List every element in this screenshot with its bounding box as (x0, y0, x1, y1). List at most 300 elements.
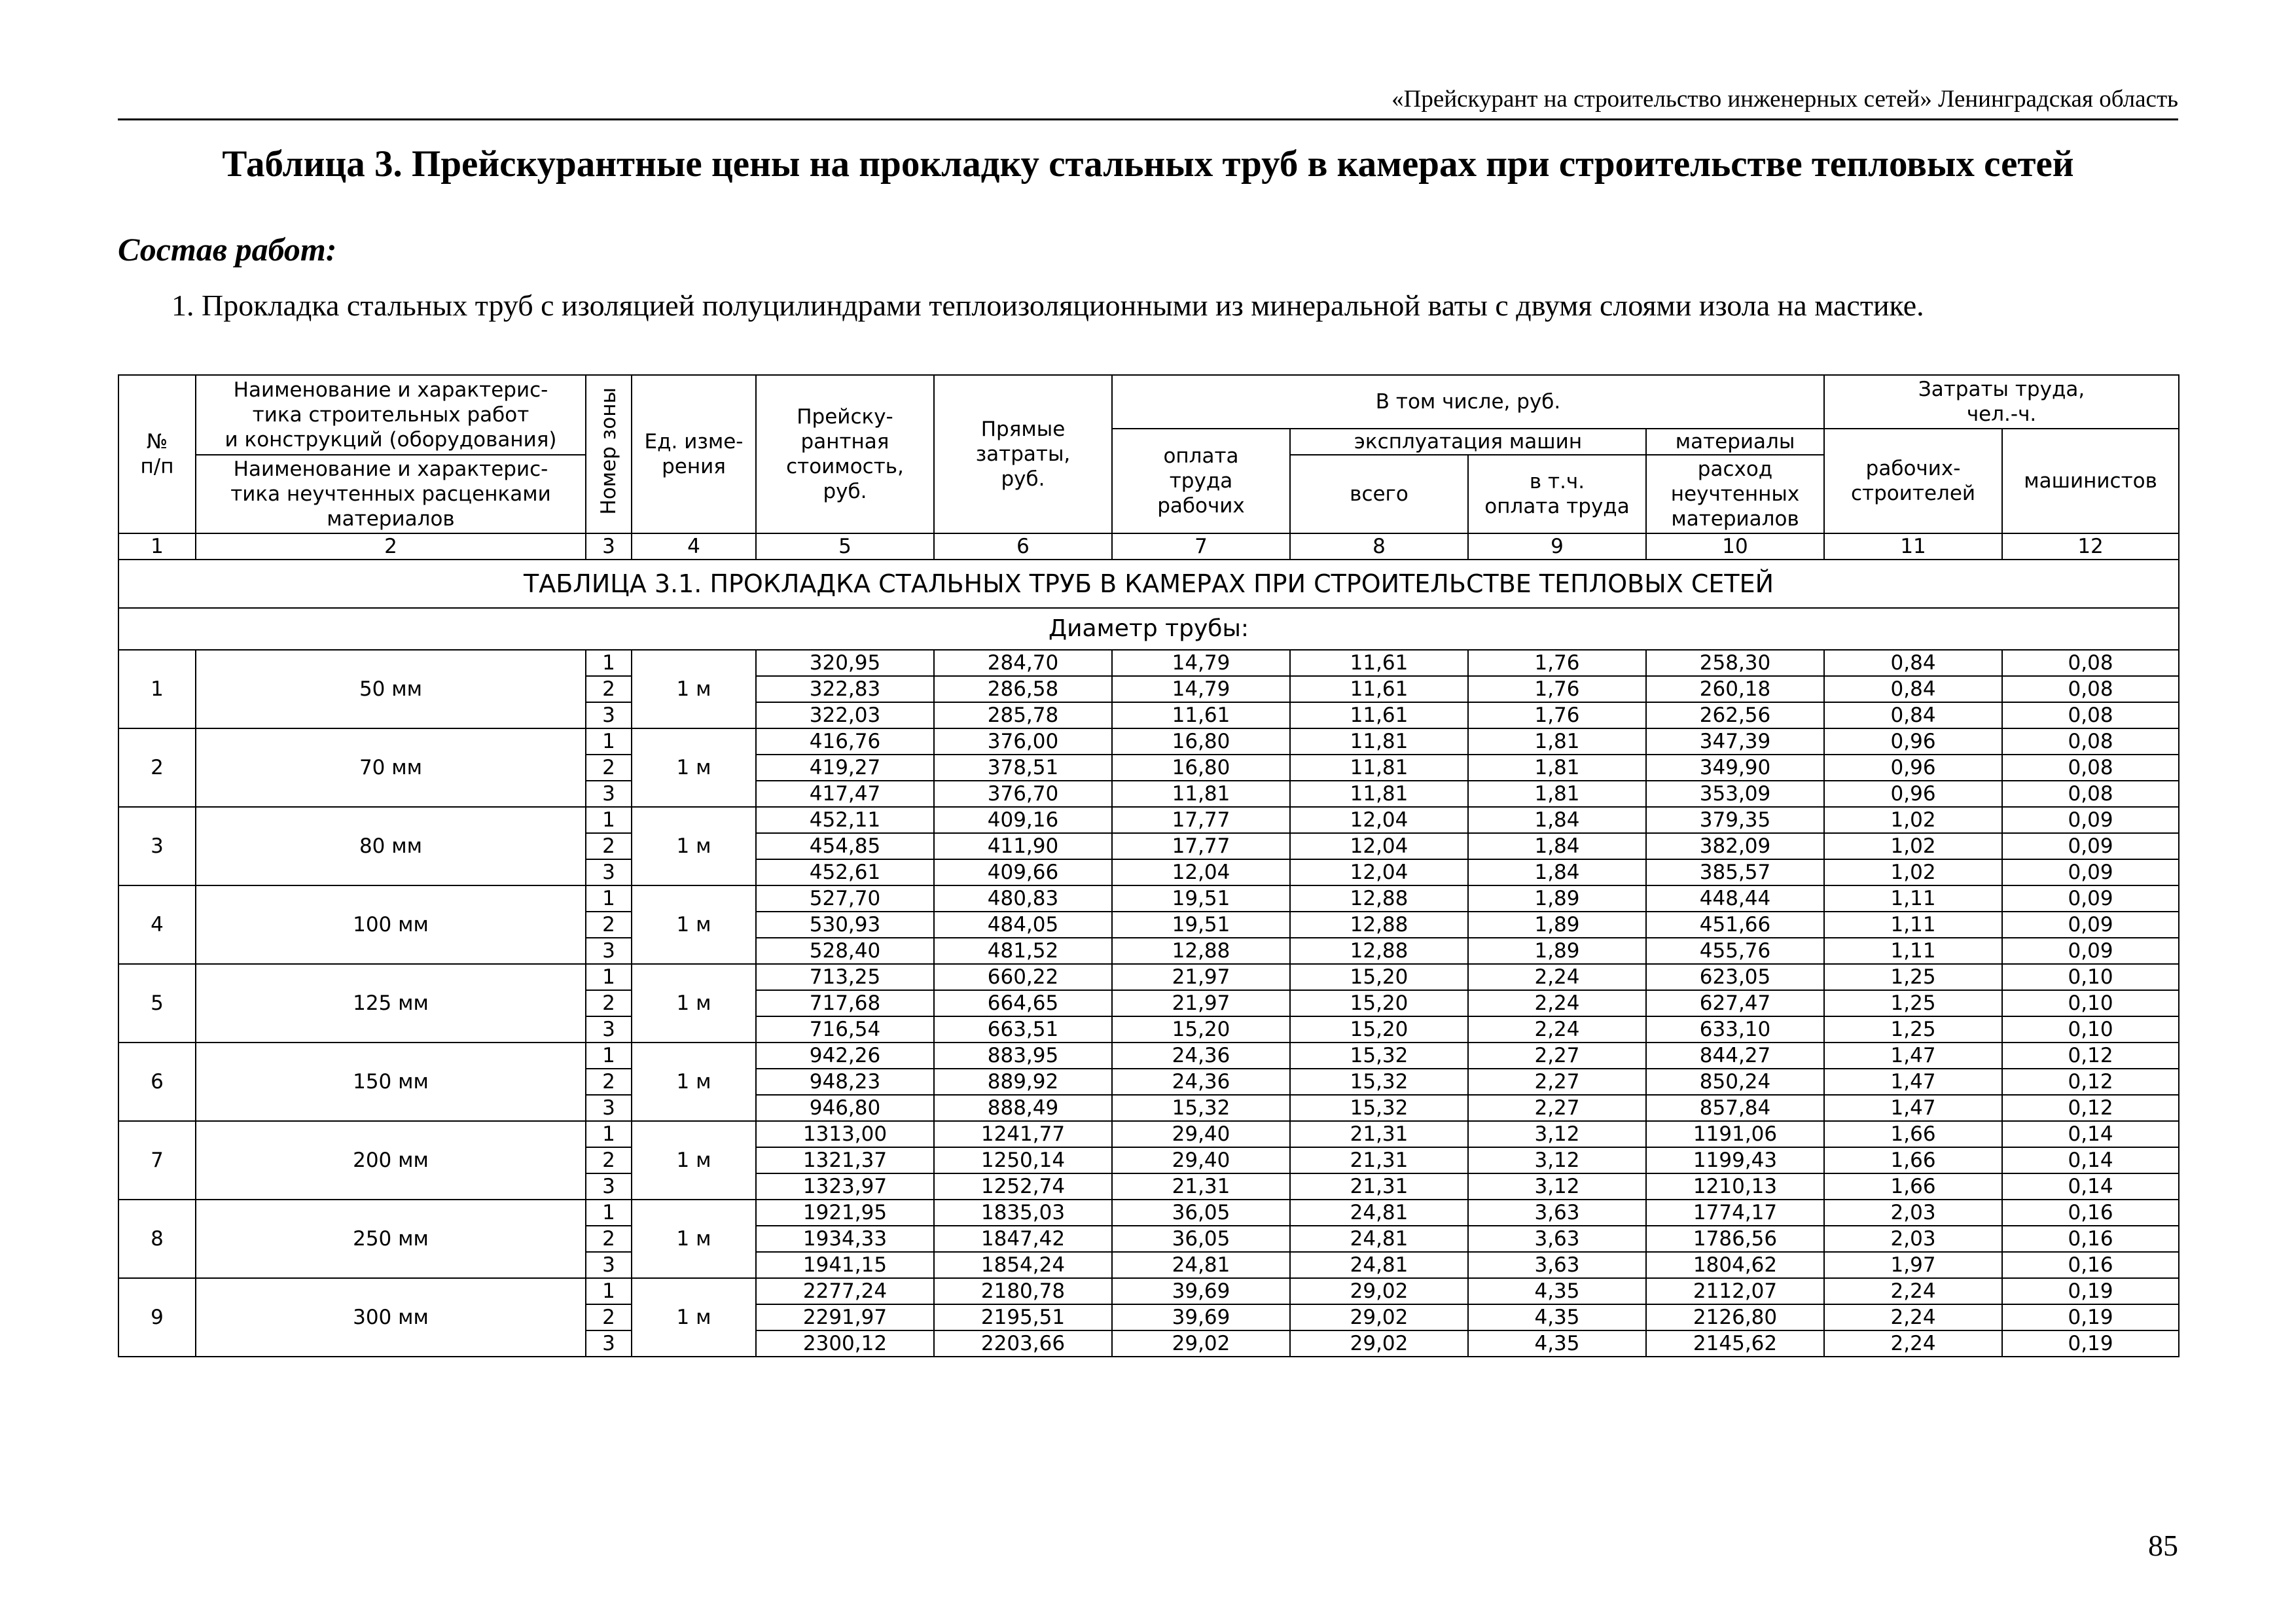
value-cell: 1804,62 (1646, 1252, 1824, 1278)
row-number: 8 (118, 1200, 196, 1278)
value-cell: 12,04 (1290, 859, 1468, 885)
value-cell: 2,27 (1468, 1069, 1646, 1095)
value-cell: 12,04 (1290, 833, 1468, 859)
value-cell: 0,10 (2002, 1016, 2179, 1043)
pipe-diameter: 150 мм (196, 1043, 586, 1121)
running-head: «Прейскурант на строительство инженерных сетей» Ленинградская область (118, 85, 2178, 120)
value-cell: 1,47 (1824, 1095, 2002, 1121)
value-cell: 0,09 (2002, 807, 2179, 833)
value-cell: 29,02 (1290, 1330, 1468, 1357)
pipe-diameter: 200 мм (196, 1121, 586, 1200)
value-cell: 15,32 (1290, 1043, 1468, 1069)
col-header-workers: рабочих- строителей (1824, 429, 2002, 533)
value-cell: 1,89 (1468, 912, 1646, 938)
col-header-name-bottom: Наименование и характерис- тика неучтенных расценками материалов (196, 455, 586, 533)
value-cell: 17,77 (1112, 833, 1290, 859)
value-cell: 844,27 (1646, 1043, 1824, 1069)
value-cell: 2,03 (1824, 1226, 2002, 1252)
row-number: 2 (118, 728, 196, 807)
column-index-cell: 8 (1290, 533, 1468, 560)
value-cell: 1,66 (1824, 1173, 2002, 1200)
value-cell: 850,24 (1646, 1069, 1824, 1095)
row-number: 1 (118, 650, 196, 728)
value-cell: 2,24 (1824, 1330, 2002, 1357)
value-cell: 1191,06 (1646, 1121, 1824, 1147)
value-cell: 4,35 (1468, 1278, 1646, 1304)
zone-number: 1 (586, 885, 632, 912)
value-cell: 0,08 (2002, 728, 2179, 755)
zone-number: 1 (586, 807, 632, 833)
value-cell: 660,22 (934, 964, 1112, 990)
value-cell: 14,79 (1112, 650, 1290, 676)
value-cell: 888,49 (934, 1095, 1112, 1121)
value-cell: 1,84 (1468, 859, 1646, 885)
zone-number: 1 (586, 728, 632, 755)
col-header-labor-pay: оплата труда рабочих (1112, 429, 1290, 533)
value-cell: 11,61 (1290, 650, 1468, 676)
value-cell: 39,69 (1112, 1304, 1290, 1330)
value-cell: 627,47 (1646, 990, 1824, 1016)
value-cell: 946,80 (756, 1095, 934, 1121)
value-cell: 2,03 (1824, 1200, 2002, 1226)
column-index-cell: 4 (632, 533, 756, 560)
value-cell: 1,81 (1468, 755, 1646, 781)
value-cell: 1,47 (1824, 1069, 2002, 1095)
value-cell: 0,84 (1824, 676, 2002, 702)
value-cell: 21,31 (1112, 1173, 1290, 1200)
value-cell: 19,51 (1112, 912, 1290, 938)
value-cell: 948,23 (756, 1069, 934, 1095)
value-cell: 1,89 (1468, 938, 1646, 964)
value-cell: 0,09 (2002, 859, 2179, 885)
value-cell: 284,70 (934, 650, 1112, 676)
value-cell: 353,09 (1646, 781, 1824, 807)
unit-of-measure: 1 м (632, 650, 756, 728)
zone-number: 3 (586, 1330, 632, 1357)
col-header-materials-sub: расход неучтенных материалов (1646, 455, 1824, 533)
pipe-diameter: 70 мм (196, 728, 586, 807)
row-number: 9 (118, 1278, 196, 1357)
zone-number: 1 (586, 1200, 632, 1226)
value-cell: 12,88 (1290, 938, 1468, 964)
table-row (118, 1278, 2179, 1304)
col-header-operators: машинистов (2002, 429, 2179, 533)
value-cell: 0,12 (2002, 1043, 2179, 1069)
value-cell: 24,81 (1290, 1226, 1468, 1252)
value-cell: 889,92 (934, 1069, 1112, 1095)
value-cell: 36,05 (1112, 1200, 1290, 1226)
row-number: 3 (118, 807, 196, 885)
value-cell: 285,78 (934, 702, 1112, 728)
value-cell: 29,40 (1112, 1147, 1290, 1173)
value-cell: 0,16 (2002, 1252, 2179, 1278)
value-cell: 11,61 (1112, 702, 1290, 728)
value-cell: 21,31 (1290, 1147, 1468, 1173)
value-cell: 2,27 (1468, 1043, 1646, 1069)
col-header-machines: эксплуатация машин (1290, 429, 1646, 455)
zone-number: 1 (586, 1043, 632, 1069)
unit-of-measure: 1 м (632, 964, 756, 1043)
value-cell: 2,27 (1468, 1095, 1646, 1121)
value-cell: 451,66 (1646, 912, 1824, 938)
value-cell: 0,84 (1824, 702, 2002, 728)
value-cell: 717,68 (756, 990, 934, 1016)
value-cell: 15,32 (1112, 1095, 1290, 1121)
value-cell: 24,81 (1112, 1252, 1290, 1278)
table-row (118, 728, 2179, 755)
column-index-cell: 5 (756, 533, 934, 560)
value-cell: 1,66 (1824, 1121, 2002, 1147)
value-cell: 15,20 (1112, 1016, 1290, 1043)
value-cell: 376,00 (934, 728, 1112, 755)
zone-number: 1 (586, 1121, 632, 1147)
value-cell: 1,76 (1468, 676, 1646, 702)
value-cell: 0,14 (2002, 1173, 2179, 1200)
page-number: 85 (2148, 1529, 2178, 1562)
value-cell: 12,04 (1290, 807, 1468, 833)
value-cell: 0,09 (2002, 833, 2179, 859)
zone-number: 3 (586, 702, 632, 728)
col-header-direct: Прямые затраты, руб. (934, 375, 1112, 533)
value-cell: 623,05 (1646, 964, 1824, 990)
value-cell: 663,51 (934, 1016, 1112, 1043)
column-index-cell: 10 (1646, 533, 1824, 560)
value-cell: 1313,00 (756, 1121, 934, 1147)
value-cell: 15,20 (1290, 964, 1468, 990)
value-cell: 16,80 (1112, 755, 1290, 781)
unit-of-measure: 1 м (632, 807, 756, 885)
table-row (118, 807, 2179, 833)
value-cell: 2112,07 (1646, 1278, 1824, 1304)
value-cell: 1921,95 (756, 1200, 934, 1226)
value-cell: 12,88 (1290, 912, 1468, 938)
value-cell: 419,27 (756, 755, 934, 781)
value-cell: 2195,51 (934, 1304, 1112, 1330)
table-row (118, 1043, 2179, 1069)
zone-number: 1 (586, 650, 632, 676)
value-cell: 1,02 (1824, 833, 2002, 859)
value-cell: 3,12 (1468, 1121, 1646, 1147)
value-cell: 0,96 (1824, 781, 2002, 807)
value-cell: 1934,33 (756, 1226, 934, 1252)
col-header-incl: В том числе, руб. (1112, 375, 1824, 429)
value-cell: 29,02 (1290, 1304, 1468, 1330)
col-header-machines-total: всего (1290, 455, 1468, 533)
unit-of-measure: 1 м (632, 1043, 756, 1121)
value-cell: 0,19 (2002, 1330, 2179, 1357)
zone-number: 1 (586, 1278, 632, 1304)
column-index-cell: 1 (118, 533, 196, 560)
value-cell: 2,24 (1468, 990, 1646, 1016)
col-header-zone (586, 375, 632, 533)
zone-number: 1 (586, 964, 632, 990)
diameter-row (118, 608, 2179, 650)
table-row (118, 650, 2179, 676)
column-index-cell: 3 (586, 533, 632, 560)
zone-number: 2 (586, 1069, 632, 1095)
col-header-labor-cost: Затраты труда, чел.-ч. (1824, 375, 2179, 429)
value-cell: 320,95 (756, 650, 934, 676)
value-cell: 2,24 (1824, 1278, 2002, 1304)
diameter-label: Диаметр трубы: (118, 608, 2179, 650)
value-cell: 2291,97 (756, 1304, 934, 1330)
zone-number: 3 (586, 1016, 632, 1043)
work-composition-heading: Состав работ: (118, 231, 337, 268)
zone-number: 3 (586, 938, 632, 964)
value-cell: 484,05 (934, 912, 1112, 938)
pipe-diameter: 125 мм (196, 964, 586, 1043)
value-cell: 0,08 (2002, 755, 2179, 781)
value-cell: 29,40 (1112, 1121, 1290, 1147)
value-cell: 0,12 (2002, 1069, 2179, 1095)
value-cell: 262,56 (1646, 702, 1824, 728)
value-cell: 1,02 (1824, 859, 2002, 885)
value-cell: 857,84 (1646, 1095, 1824, 1121)
value-cell: 0,16 (2002, 1200, 2179, 1226)
value-cell: 3,63 (1468, 1226, 1646, 1252)
value-cell: 376,70 (934, 781, 1112, 807)
zone-number: 3 (586, 781, 632, 807)
value-cell: 1210,13 (1646, 1173, 1824, 1200)
value-cell: 633,10 (1646, 1016, 1824, 1043)
row-number: 4 (118, 885, 196, 964)
value-cell: 3,63 (1468, 1200, 1646, 1226)
value-cell: 3,63 (1468, 1252, 1646, 1278)
col-header-machines-labor: в т.ч. оплата труда (1468, 455, 1646, 533)
value-cell: 0,08 (2002, 702, 2179, 728)
value-cell: 452,11 (756, 807, 934, 833)
value-cell: 12,88 (1290, 885, 1468, 912)
table-row (118, 885, 2179, 912)
pipe-diameter: 80 мм (196, 807, 586, 885)
value-cell: 883,95 (934, 1043, 1112, 1069)
unit-of-measure: 1 м (632, 1278, 756, 1357)
row-number: 5 (118, 964, 196, 1043)
col-header-num: № п/п (118, 375, 196, 533)
value-cell: 0,08 (2002, 781, 2179, 807)
table-row (118, 964, 2179, 990)
value-cell: 527,70 (756, 885, 934, 912)
value-cell: 1774,17 (1646, 1200, 1824, 1226)
value-cell: 379,35 (1646, 807, 1824, 833)
pipe-diameter: 300 мм (196, 1278, 586, 1357)
work-composition-item: 1. Прокладка стальных труб с изоляцией полуцилиндрами теплоизоляционными из минеральной ваты с двумя слоями изола на мастике. (171, 289, 1924, 322)
header-row-1 (118, 375, 2179, 429)
value-cell: 24,81 (1290, 1252, 1468, 1278)
pipe-diameter: 100 мм (196, 885, 586, 964)
value-cell: 417,47 (756, 781, 934, 807)
value-cell: 11,81 (1290, 728, 1468, 755)
value-cell: 1252,74 (934, 1173, 1112, 1200)
value-cell: 21,97 (1112, 990, 1290, 1016)
value-cell: 942,26 (756, 1043, 934, 1069)
value-cell: 2180,78 (934, 1278, 1112, 1304)
value-cell: 1,66 (1824, 1147, 2002, 1173)
value-cell: 0,16 (2002, 1226, 2179, 1252)
value-cell: 11,61 (1290, 676, 1468, 702)
value-cell: 21,31 (1290, 1121, 1468, 1147)
col-header-unit: Ед. изме- рения (632, 375, 756, 533)
unit-of-measure: 1 м (632, 728, 756, 807)
value-cell: 1835,03 (934, 1200, 1112, 1226)
value-cell: 481,52 (934, 938, 1112, 964)
row-number: 6 (118, 1043, 196, 1121)
value-cell: 260,18 (1646, 676, 1824, 702)
value-cell: 12,88 (1112, 938, 1290, 964)
col-header-name-top: Наименование и характерис- тика строительных работ и конструкций (оборудования) (196, 375, 586, 455)
value-cell: 454,85 (756, 833, 934, 859)
value-cell: 24,81 (1290, 1200, 1468, 1226)
value-cell: 36,05 (1112, 1226, 1290, 1252)
zone-number: 3 (586, 1173, 632, 1200)
row-number: 7 (118, 1121, 196, 1200)
page-title: Таблица 3. Прейскурантные цены на прокладку стальных труб в камерах при строительстве тепловых сетей (222, 143, 2074, 185)
column-index-row (118, 533, 2179, 560)
zone-number: 3 (586, 1252, 632, 1278)
pipe-diameter: 50 мм (196, 650, 586, 728)
value-cell: 1,11 (1824, 938, 2002, 964)
value-cell: 0,96 (1824, 728, 2002, 755)
zone-number: 2 (586, 990, 632, 1016)
value-cell: 1,11 (1824, 885, 2002, 912)
value-cell: 2,24 (1824, 1304, 2002, 1330)
value-cell: 713,25 (756, 964, 934, 990)
value-cell: 24,36 (1112, 1069, 1290, 1095)
value-cell: 1250,14 (934, 1147, 1112, 1173)
value-cell: 448,44 (1646, 885, 1824, 912)
column-index-cell: 9 (1468, 533, 1646, 560)
value-cell: 347,39 (1646, 728, 1824, 755)
table-row (118, 1121, 2179, 1147)
value-cell: 0,12 (2002, 1095, 2179, 1121)
value-cell: 15,20 (1290, 1016, 1468, 1043)
value-cell: 0,10 (2002, 990, 2179, 1016)
table-row (118, 1200, 2179, 1226)
value-cell: 0,84 (1824, 650, 2002, 676)
value-cell: 21,97 (1112, 964, 1290, 990)
value-cell: 21,31 (1290, 1173, 1468, 1200)
value-cell: 2277,24 (756, 1278, 934, 1304)
value-cell: 322,03 (756, 702, 934, 728)
value-cell: 11,81 (1290, 781, 1468, 807)
value-cell: 1,89 (1468, 885, 1646, 912)
zone-number: 2 (586, 1147, 632, 1173)
value-cell: 452,61 (756, 859, 934, 885)
value-cell: 0,08 (2002, 650, 2179, 676)
value-cell: 1,25 (1824, 1016, 2002, 1043)
value-cell: 1,81 (1468, 781, 1646, 807)
value-cell: 2,24 (1468, 1016, 1646, 1043)
value-cell: 39,69 (1112, 1278, 1290, 1304)
value-cell: 528,40 (756, 938, 934, 964)
value-cell: 24,36 (1112, 1043, 1290, 1069)
value-cell: 382,09 (1646, 833, 1824, 859)
section-title: ТАБЛИЦА 3.1. ПРОКЛАДКА СТАЛЬНЫХ ТРУБ В КАМЕРАХ ПРИ СТРОИТЕЛЬСТВЕ ТЕПЛОВЫХ СЕТЕЙ (118, 560, 2179, 608)
value-cell: 1323,97 (756, 1173, 934, 1200)
value-cell: 1,25 (1824, 964, 2002, 990)
value-cell: 0,09 (2002, 938, 2179, 964)
value-cell: 716,54 (756, 1016, 934, 1043)
value-cell: 15,20 (1290, 990, 1468, 1016)
zone-number: 2 (586, 755, 632, 781)
value-cell: 1,02 (1824, 807, 2002, 833)
value-cell: 16,80 (1112, 728, 1290, 755)
value-cell: 0,10 (2002, 964, 2179, 990)
value-cell: 17,77 (1112, 807, 1290, 833)
value-cell: 411,90 (934, 833, 1112, 859)
value-cell: 1941,15 (756, 1252, 934, 1278)
value-cell: 0,14 (2002, 1147, 2179, 1173)
value-cell: 2,24 (1468, 964, 1646, 990)
value-cell: 258,30 (1646, 650, 1824, 676)
unit-of-measure: 1 м (632, 1121, 756, 1200)
value-cell: 1,47 (1824, 1043, 2002, 1069)
value-cell: 2145,62 (1646, 1330, 1824, 1357)
value-cell: 409,16 (934, 807, 1112, 833)
pipe-diameter: 250 мм (196, 1200, 586, 1278)
value-cell: 286,58 (934, 676, 1112, 702)
value-cell: 0,09 (2002, 912, 2179, 938)
value-cell: 0,09 (2002, 885, 2179, 912)
value-cell: 11,81 (1290, 755, 1468, 781)
section-row (118, 560, 2179, 608)
value-cell: 349,90 (1646, 755, 1824, 781)
value-cell: 1,76 (1468, 650, 1646, 676)
value-cell: 416,76 (756, 728, 934, 755)
zone-number: 2 (586, 676, 632, 702)
col-header-materials: материалы (1646, 429, 1824, 455)
value-cell: 385,57 (1646, 859, 1824, 885)
value-cell: 1847,42 (934, 1226, 1112, 1252)
value-cell: 1854,24 (934, 1252, 1112, 1278)
column-index-cell: 2 (196, 533, 586, 560)
value-cell: 0,19 (2002, 1278, 2179, 1304)
value-cell: 480,83 (934, 885, 1112, 912)
value-cell: 0,96 (1824, 755, 2002, 781)
value-cell: 1241,77 (934, 1121, 1112, 1147)
col-header-price: Прейску- рантная стоимость, руб. (756, 375, 934, 533)
unit-of-measure: 1 м (632, 1200, 756, 1278)
value-cell: 1321,37 (756, 1147, 934, 1173)
value-cell: 1,84 (1468, 833, 1646, 859)
value-cell: 3,12 (1468, 1147, 1646, 1173)
value-cell: 12,04 (1112, 859, 1290, 885)
zone-number: 2 (586, 833, 632, 859)
value-cell: 19,51 (1112, 885, 1290, 912)
value-cell: 1,84 (1468, 807, 1646, 833)
value-cell: 0,14 (2002, 1121, 2179, 1147)
value-cell: 1786,56 (1646, 1226, 1824, 1252)
column-index-cell: 12 (2002, 533, 2179, 560)
value-cell: 1199,43 (1646, 1147, 1824, 1173)
value-cell: 11,61 (1290, 702, 1468, 728)
value-cell: 15,32 (1290, 1069, 1468, 1095)
value-cell: 2300,12 (756, 1330, 934, 1357)
value-cell: 1,76 (1468, 702, 1646, 728)
zone-number: 3 (586, 859, 632, 885)
value-cell: 14,79 (1112, 676, 1290, 702)
column-index-cell: 6 (934, 533, 1112, 560)
value-cell: 2126,80 (1646, 1304, 1824, 1330)
value-cell: 1,81 (1468, 728, 1646, 755)
value-cell: 3,12 (1468, 1173, 1646, 1200)
value-cell: 0,08 (2002, 676, 2179, 702)
unit-of-measure: 1 м (632, 885, 756, 964)
price-table (118, 374, 2179, 1357)
zone-number: 2 (586, 1304, 632, 1330)
zone-header-label: Номер зоны (596, 387, 620, 515)
value-cell: 378,51 (934, 755, 1112, 781)
